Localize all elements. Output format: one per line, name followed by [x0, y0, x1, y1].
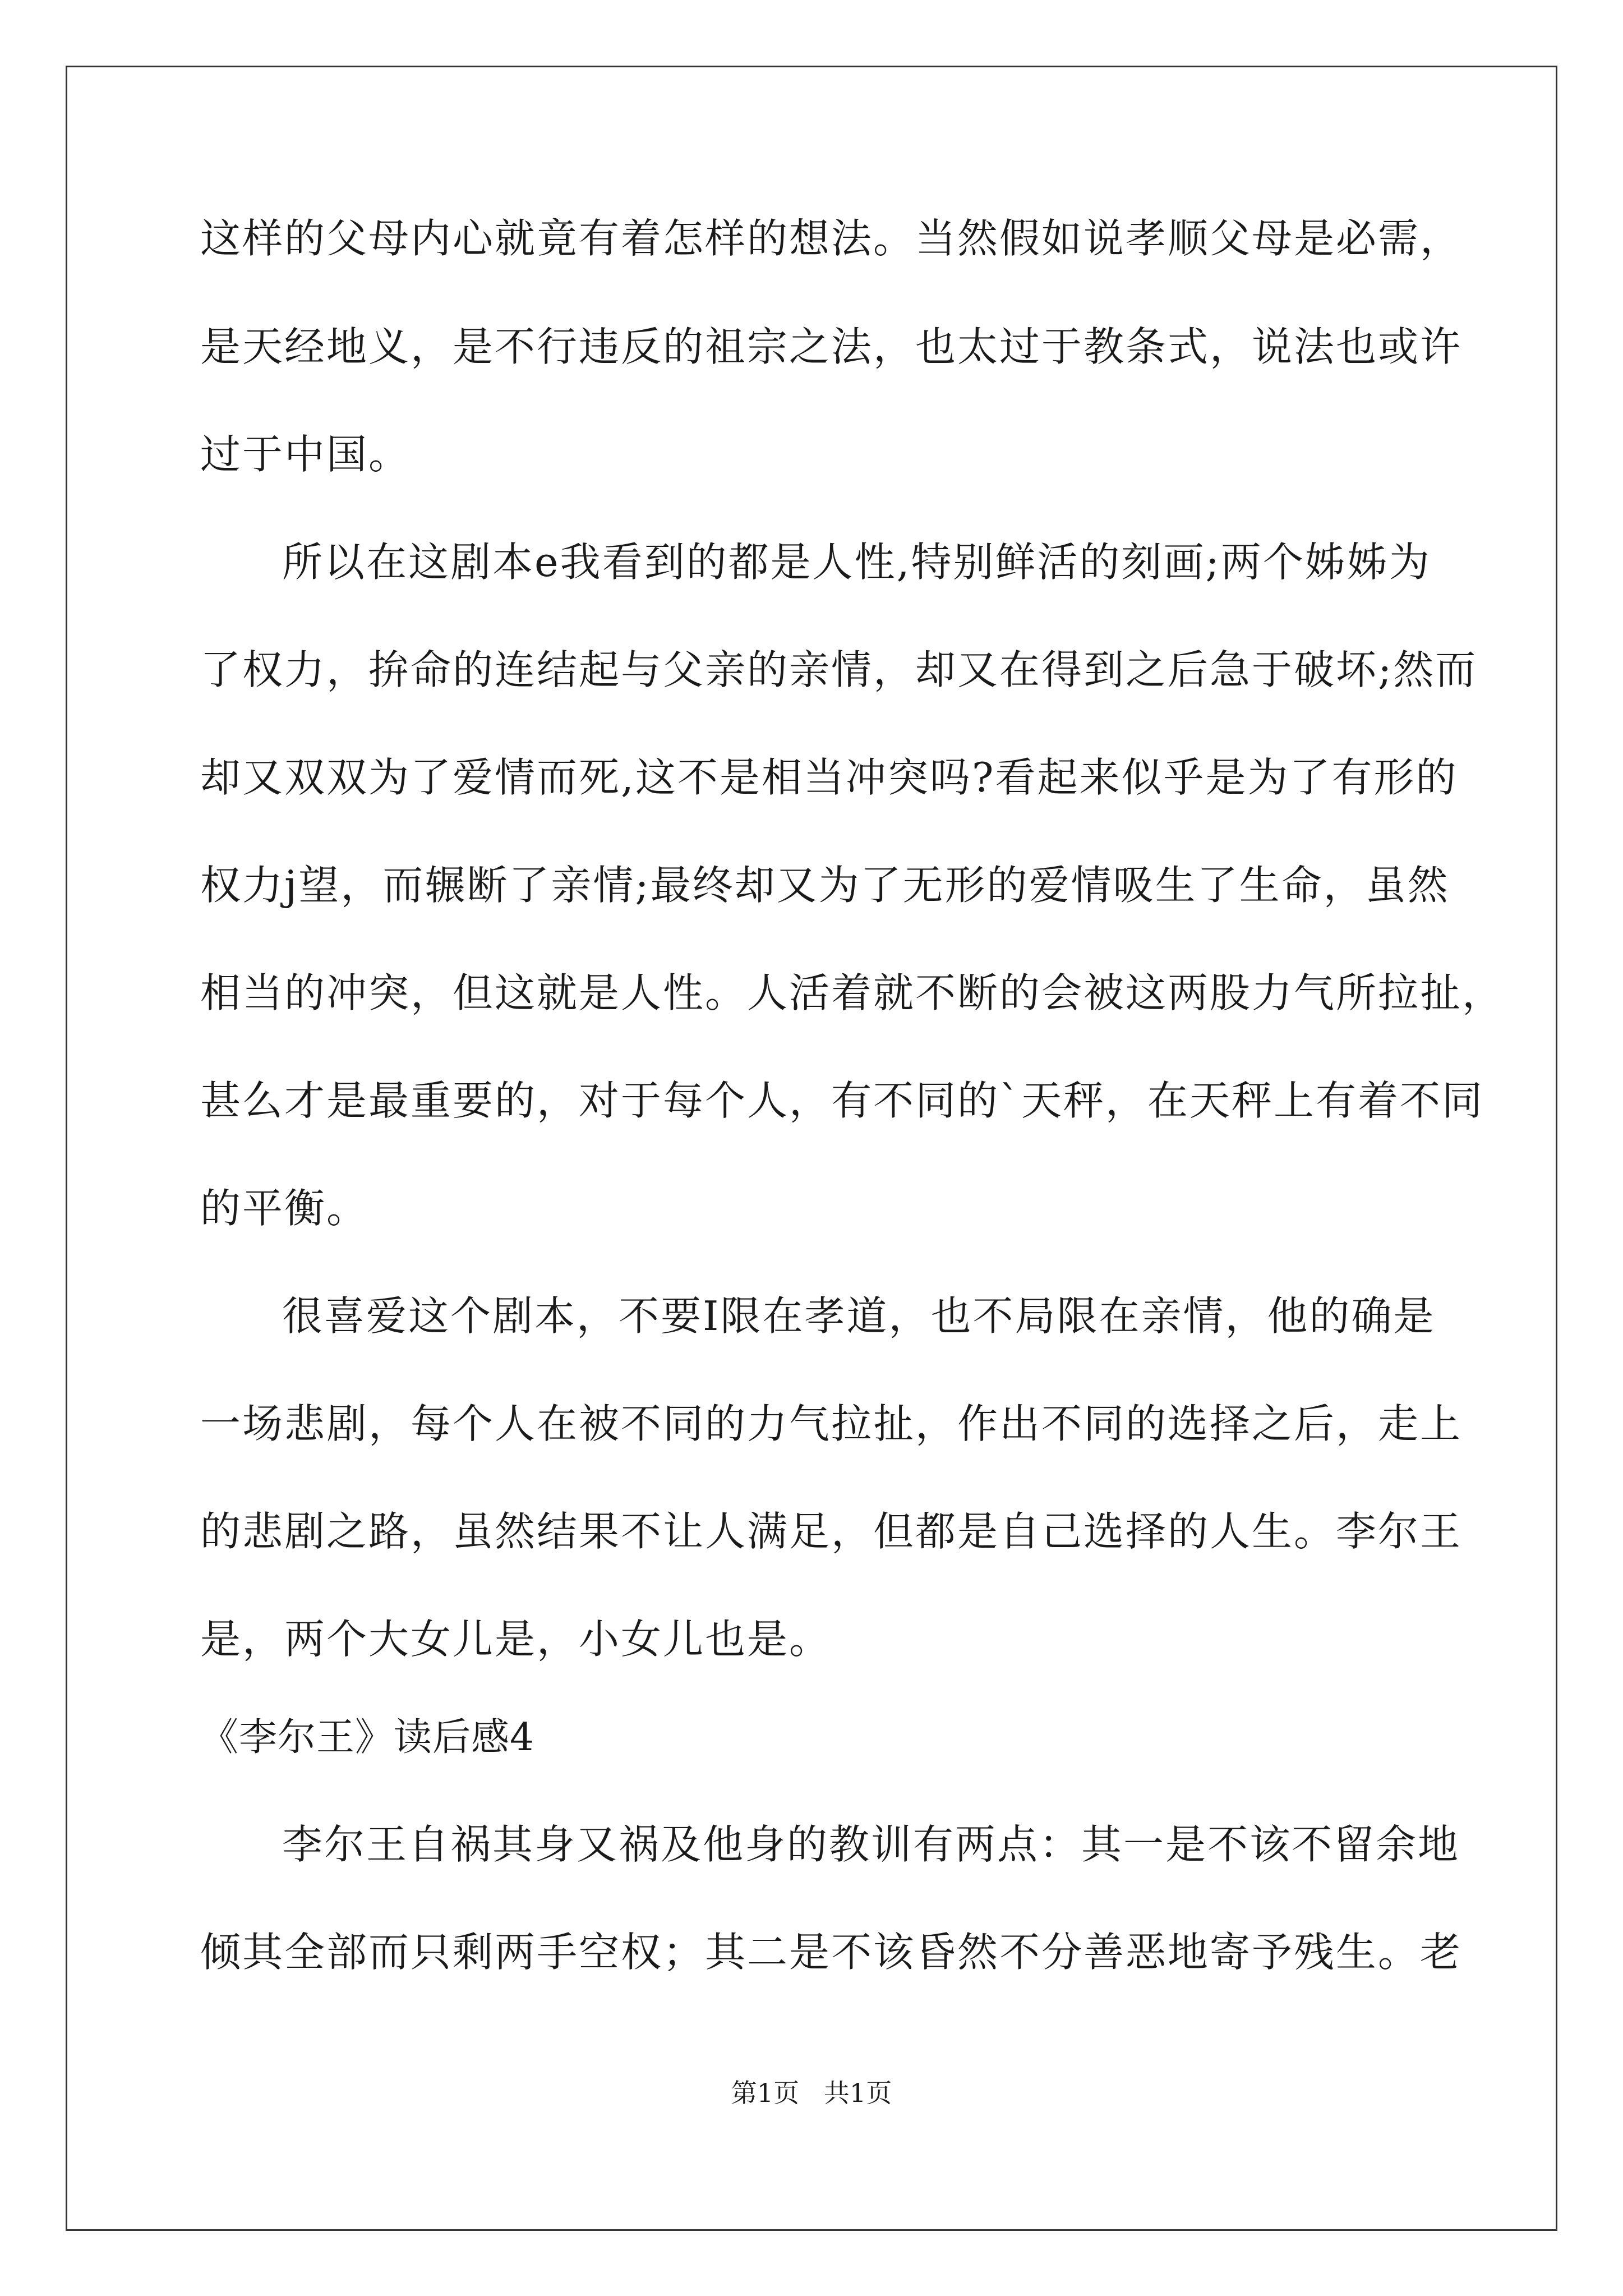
text-line: 了权力，拚命的连结起与父亲的亲情，却又在得到之后急于破坏;然而: [200, 646, 1478, 693]
text-line: 的平衡。: [200, 1185, 369, 1232]
text-line: 一场悲剧，每个人在被不同的力气拉扯，作出不同的选择之后，走上: [200, 1400, 1463, 1447]
text-line: 过于中国。: [200, 431, 411, 478]
text-line: 相当的冲突，但这就是人性。人活着就不断的会被这两股力气所拉扯，: [200, 969, 1505, 1016]
text-line: 很喜爱这个剧本，不要I限在孝道，也不局限在亲情，他的确是: [282, 1292, 1436, 1340]
text-line: 却又双双为了爱情而死,这不是相当冲突吗?看起来似乎是为了有形的: [200, 754, 1458, 801]
section-heading: 《李尔王》读后感4: [200, 1715, 535, 1760]
text-line: 是天经地义，是不行违反的祖宗之法，也太过于教条式，说法也或许: [200, 323, 1463, 370]
text-line: 所以在这剧本e我看到的都是人性,特别鲜活的刻画;两个姊姊为: [282, 539, 1431, 586]
text-line: 这样的父母内心就竟有着怎样的想法。当然假如说孝顺父母是必需，: [200, 215, 1463, 262]
text-line: 权力j望，而辗断了亲情;最终却又为了无形的爱情吸生了生命，虽然: [200, 862, 1450, 909]
text-line: 甚么才是最重要的，对于每个人，有不同的`天秤，在天秤上有着不同: [200, 1077, 1484, 1124]
page-footer: 第1页 共1页: [731, 2078, 892, 2108]
text-line: 倾其全部而只剩两手空权；其二是不该昏然不分善恶地寄予残生。老: [200, 1929, 1463, 1976]
text-line: 李尔王自祸其身又祸及他身的教训有两点：其一是不该不留余地: [282, 1821, 1460, 1868]
text-line: 的悲剧之路，虽然结果不让人满足，但都是自己选择的人生。李尔王: [200, 1508, 1463, 1555]
page-border: [66, 66, 1557, 2231]
text-line: 是，两个大女儿是，小女儿也是。: [200, 1616, 832, 1663]
